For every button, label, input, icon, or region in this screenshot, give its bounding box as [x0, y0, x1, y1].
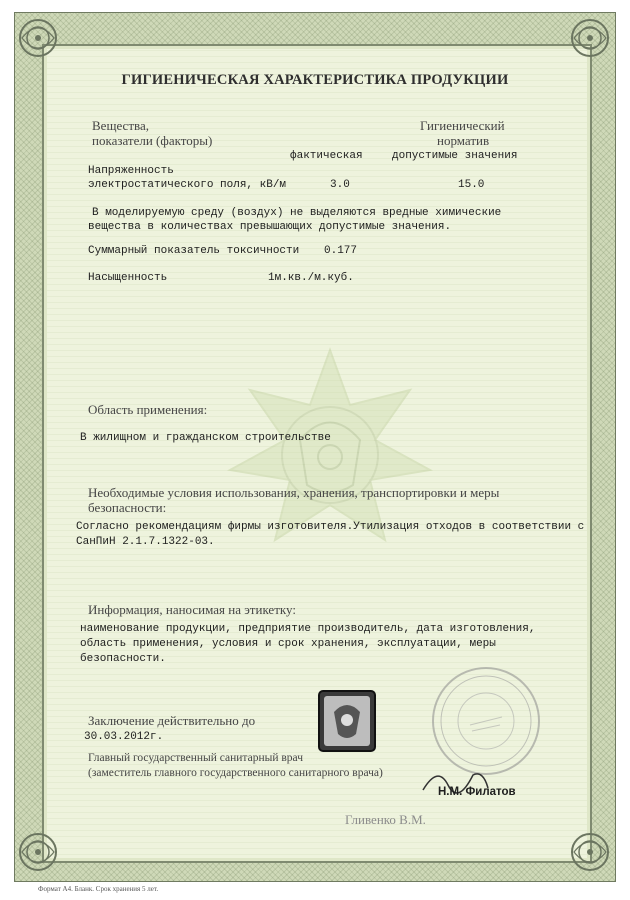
saturation-value: 1м.кв./м.куб.: [268, 272, 354, 284]
doctor-title-2: (заместитель главного государственного санитарного врача): [88, 767, 383, 779]
doctor-name: Н.М. Филатов: [438, 786, 516, 798]
document-title: ГИГИЕНИЧЕСКАЯ ХАРАКТЕРИСТИКА ПРОДУКЦИИ: [121, 72, 509, 88]
norm-header: Гигиенический: [420, 118, 505, 133]
scope-heading: Область применения:: [88, 402, 208, 417]
conditions-heading-2: безопасности:: [88, 500, 167, 515]
doctor-title: Главный государственный санитарный врач: [88, 752, 303, 764]
hologram-emblem-icon: [318, 690, 376, 752]
norm-header-2: норматив: [437, 133, 490, 148]
corner-ornament-icon: [14, 828, 62, 876]
actual-header: фактическая: [290, 150, 363, 162]
corner-ornament-icon: [566, 828, 614, 876]
scope-text: В жилищном и гражданском строительстве: [80, 432, 331, 444]
validity-heading: Заключение действительно до: [88, 713, 256, 728]
row-label: Напряженность: [88, 165, 174, 177]
note-line-2: вещества в количествах превышающих допустимые значения.: [88, 221, 452, 233]
row-norm-value: 15.0: [458, 179, 485, 191]
conditions-text-2: СанПиН 2.1.7.1322-03.: [76, 536, 215, 548]
row-label-2: электростатического поля, кВ/м: [88, 179, 287, 191]
corner-ornament-icon: [566, 14, 614, 62]
footer-note: Формат А4. Бланк. Срок хранения 5 лет.: [38, 885, 159, 893]
corner-ornament-icon: [14, 14, 62, 62]
toxicity-label: Суммарный показатель токсичности: [88, 245, 300, 257]
label-info-heading: Информация, наносимая на этикетку:: [88, 602, 296, 617]
saturation-label: Насыщенность: [88, 272, 168, 284]
label-info-text: наименование продукции, предприятие производитель, дата изготовления,: [80, 623, 536, 635]
toxicity-value: 0.177: [324, 245, 358, 257]
label-info-text-2: область применения, условия и срок хранения, эксплуатации, меры: [80, 638, 496, 650]
stamp-name: Гливенко В.М.: [345, 812, 426, 827]
substances-header: Вещества,: [92, 118, 149, 133]
label-info-text-3: безопасности.: [80, 653, 166, 665]
conditions-heading: Необходимые условия использования, хранения, транспортировки и меры: [88, 485, 500, 500]
note-line-1: В моделируемую среду (воздух) не выделяются вредные химические: [92, 207, 502, 219]
validity-date: 30.03.2012г.: [84, 731, 164, 743]
substances-header-2: показатели (факторы): [92, 133, 213, 148]
conditions-text: Согласно рекомендациям фирмы изготовителя.Утилизация отходов в соответствии с: [76, 521, 585, 533]
norm-header-3: допустимые значения: [392, 150, 518, 162]
row-actual-value: 3.0: [330, 179, 350, 191]
